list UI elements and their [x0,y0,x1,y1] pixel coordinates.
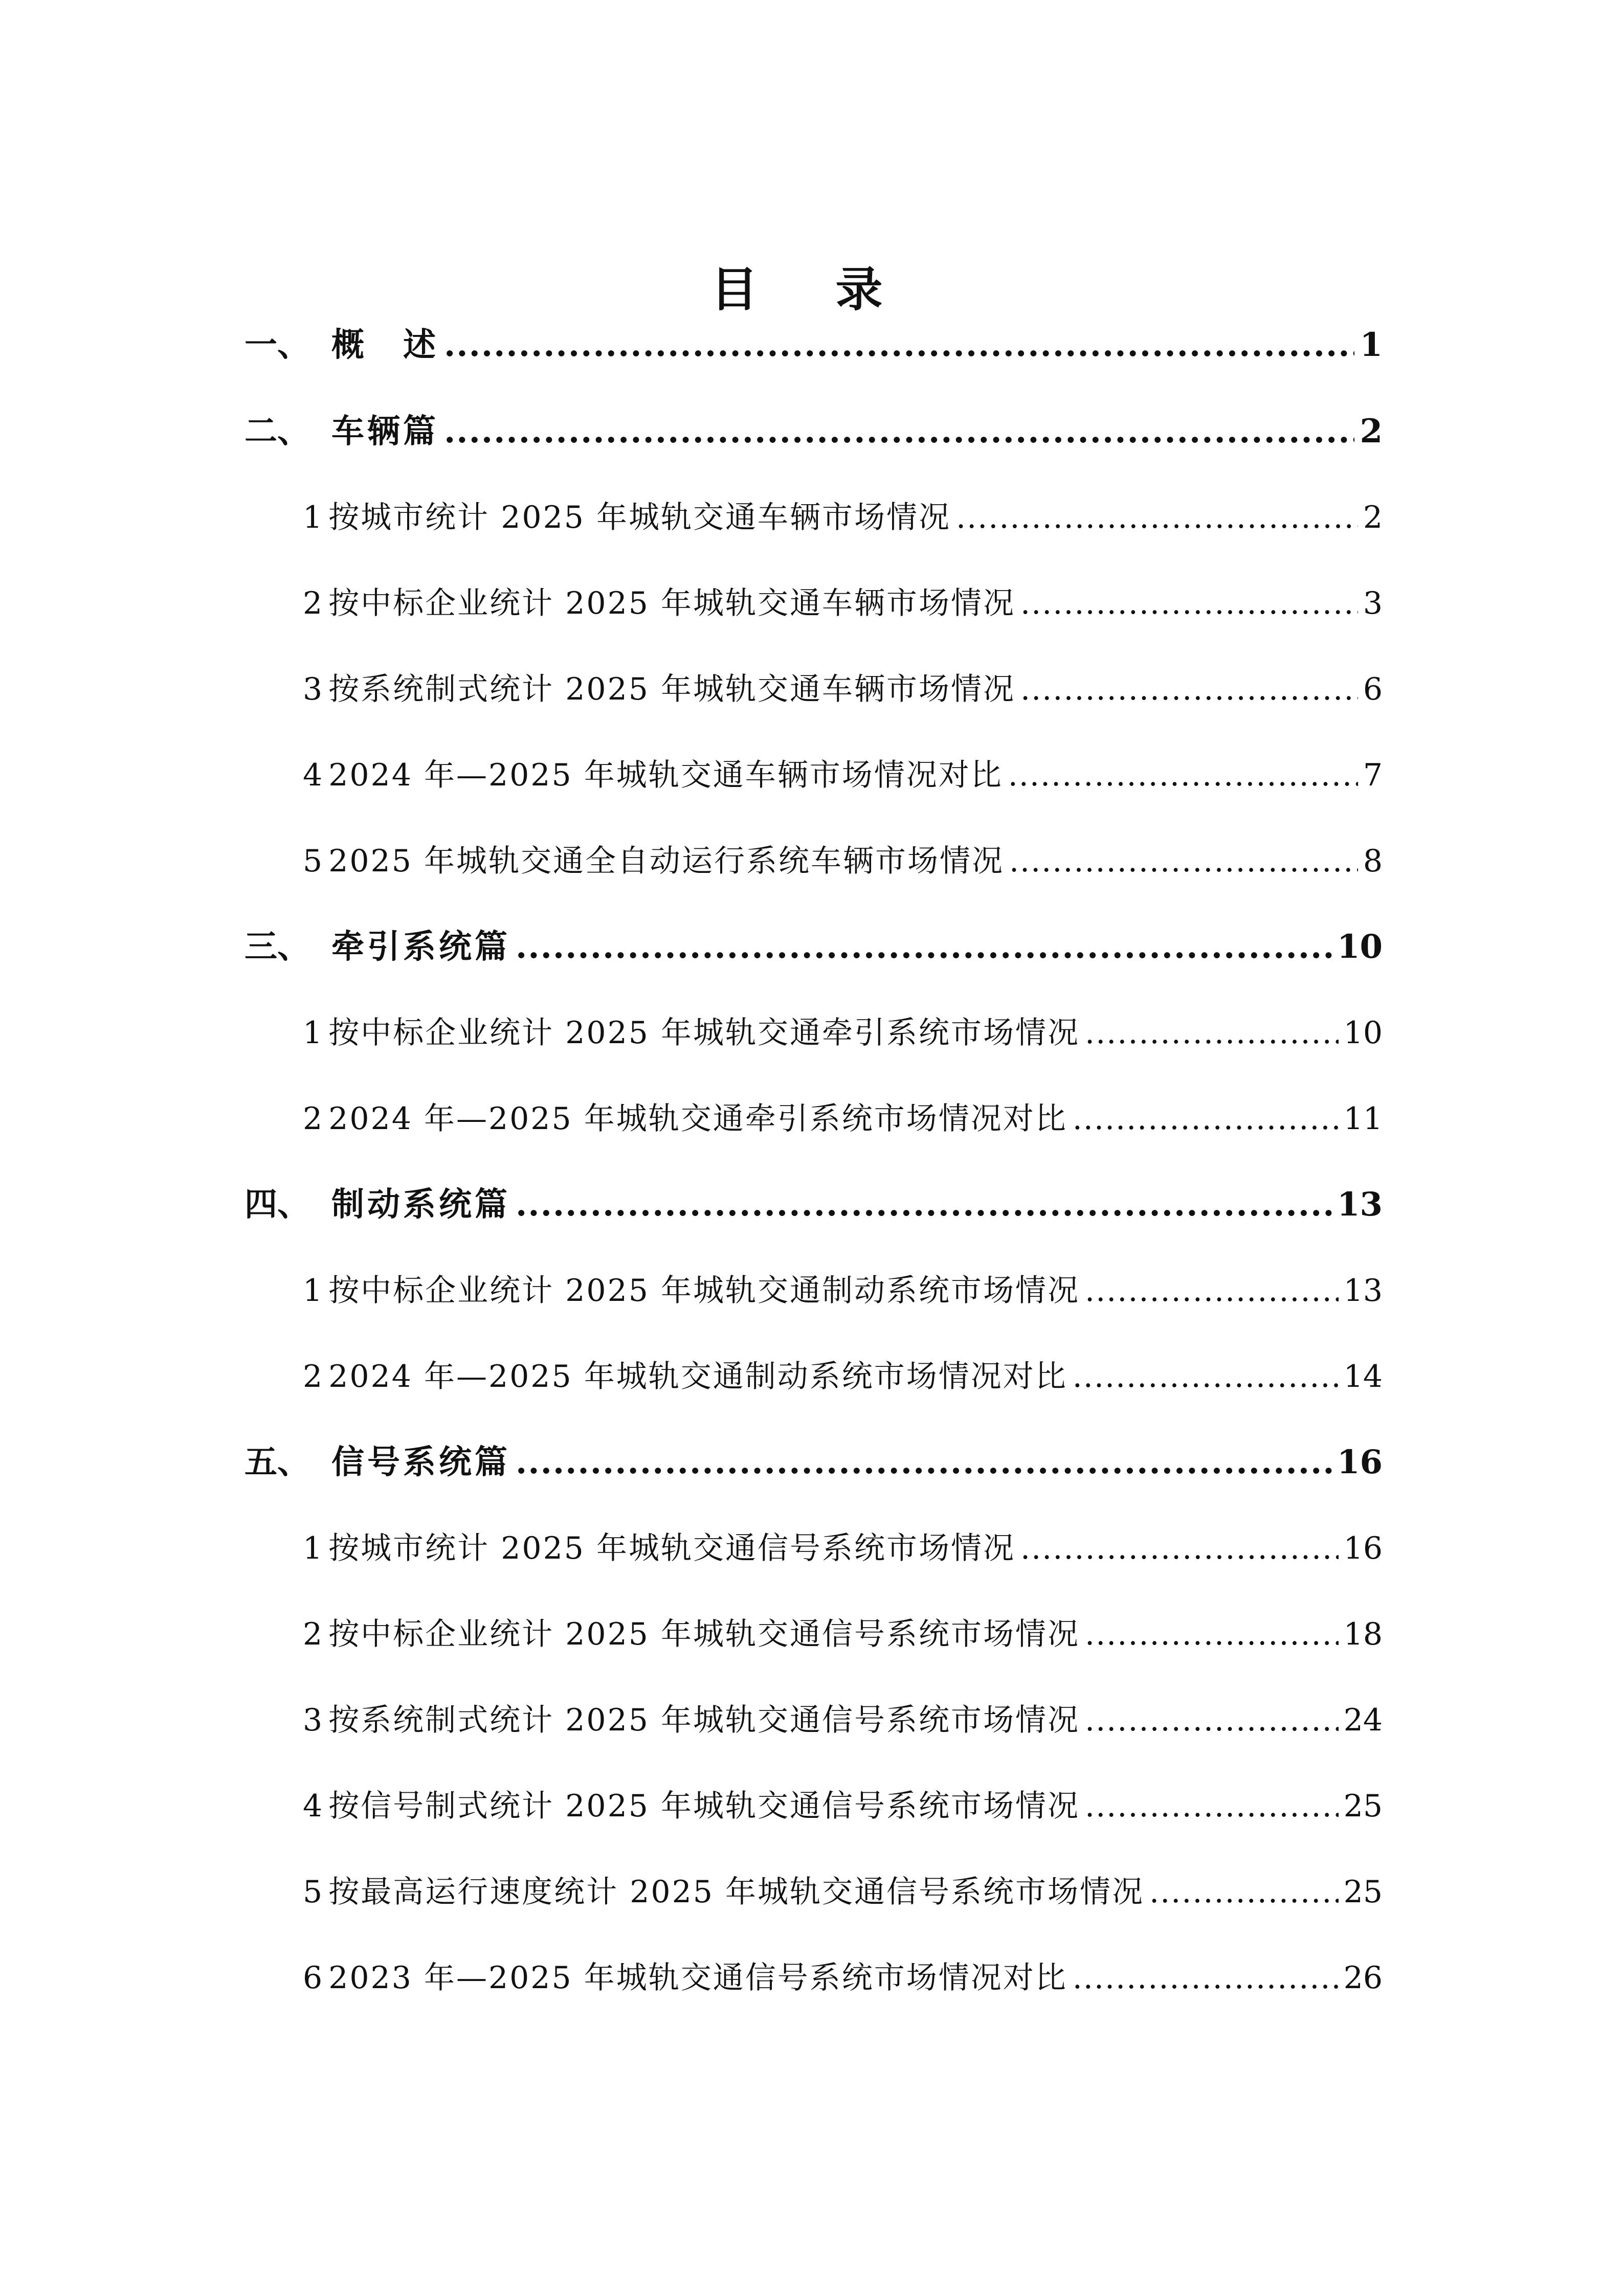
toc-entry-page: 3 [1363,586,1383,621]
toc-entry-page: 6 [1363,671,1383,707]
dot-leader [516,1432,1332,1493]
toc-entry-traction-comparison[interactable] [303,1088,1383,1150]
toc-entry-page: 2 [1360,412,1383,451]
toc-entry-title: 按中标企业统计 2025 年城轨交通车辆市场情况 [328,586,1016,621]
toc-entry-number: 三、 [244,928,310,966]
toc-entry-signal-by-speed[interactable] [303,1861,1383,1923]
toc-entry-page: 14 [1343,1359,1383,1394]
toc-entry-number: 五、 [244,1444,310,1481]
toc-entry-overview[interactable] [244,314,1383,376]
toc-entry-number: 4 [303,757,323,793]
toc-entry-title: 制动系统篇 [331,1186,510,1224]
toc-entry-number: 四、 [244,1186,310,1224]
toc-entry-number: 二、 [244,413,310,451]
toc-entry-title: 按信号制式统计 2025 年城轨交通信号系统市场情况 [328,1788,1080,1824]
dot-leader [516,1174,1332,1235]
toc-entry-vehicles-by-city[interactable] [303,487,1383,548]
toc-entry-braking-by-bidder[interactable] [303,1260,1383,1321]
toc-entry-number: 一、 [244,326,310,364]
dot-leader [1073,1088,1339,1150]
toc-entry-number: 6 [303,1960,323,1996]
dot-leader [1085,1604,1339,1665]
toc-entry-page: 8 [1363,843,1383,879]
dot-leader [1149,1861,1339,1923]
toc-entry-braking[interactable] [244,1174,1383,1235]
dot-leader [1008,745,1358,806]
toc-entry-title: 按中标企业统计 2025 年城轨交通信号系统市场情况 [328,1616,1080,1652]
toc-entry-page: 10 [1337,928,1383,966]
toc-entry-number: 2 [303,1101,323,1137]
toc-entry-number: 1 [303,1273,323,1309]
dot-leader [516,916,1332,978]
toc-entry-title: 牵引系统篇 [331,928,510,966]
toc-entry-title: 按系统制式统计 2025 年城轨交通信号系统市场情况 [328,1702,1080,1738]
page-title: 目 录 [710,262,914,317]
dot-leader [444,401,1354,462]
toc-entry-title: 按城市统计 2025 年城轨交通车辆市场情况 [328,500,951,535]
dot-leader [956,487,1358,548]
toc-entry-page: 13 [1343,1273,1383,1309]
toc-entry-page: 25 [1343,1874,1383,1910]
dot-leader [1085,1260,1339,1321]
toc-entry-page: 13 [1337,1185,1383,1224]
toc-entry-title: 2025 年城轨交通全自动运行系统车辆市场情况 [328,843,1004,879]
dot-leader [1073,1947,1339,2009]
toc-entry-number: 1 [303,1530,323,1566]
toc-entry-title: 按中标企业统计 2025 年城轨交通牵引系统市场情况 [328,1015,1080,1051]
toc-entry-page: 2 [1363,500,1383,535]
toc-entry-title: 概 述 [331,326,439,364]
toc-entry-page: 1 [1360,326,1383,364]
toc-entry-title: 按中标企业统计 2025 年城轨交通制动系统市场情况 [328,1273,1080,1309]
toc-entry-traction-by-bidder[interactable] [303,1002,1383,1064]
dot-leader [444,314,1354,376]
toc-entry-title: 按系统制式统计 2025 年城轨交通车辆市场情况 [328,671,1016,707]
toc-entry-traction[interactable] [244,916,1383,978]
toc-entry-number: 2 [303,586,323,621]
toc-entry-signal-by-bidder[interactable] [303,1604,1383,1665]
toc-entry-page: 11 [1343,1101,1383,1137]
toc-entry-page: 16 [1343,1530,1383,1566]
toc-entry-number: 4 [303,1788,323,1824]
dot-leader [1073,1346,1339,1407]
toc-entry-vehicles-by-system[interactable] [303,659,1383,720]
toc-entry-page: 24 [1343,1702,1383,1738]
toc-entry-title: 2024 年—2025 年城轨交通制动系统市场情况对比 [328,1359,1067,1394]
toc-entry-page: 7 [1363,757,1383,793]
dot-leader [1020,573,1358,634]
toc-entry-title: 2024 年—2025 年城轨交通车辆市场情况对比 [328,757,1003,793]
toc-entry-number: 3 [303,671,323,707]
toc-entry-title: 2024 年—2025 年城轨交通牵引系统市场情况对比 [328,1101,1067,1137]
toc-entry-title: 按城市统计 2025 年城轨交通信号系统市场情况 [328,1530,1016,1566]
toc-entry-number: 2 [303,1359,323,1394]
toc-entry-title: 车辆篇 [331,413,439,451]
toc-entry-title: 信号系统篇 [331,1444,510,1481]
toc-entry-number: 5 [303,843,323,879]
dot-leader [1009,830,1358,892]
toc-entry-title: 按最高运行速度统计 2025 年城轨交通信号系统市场情况 [328,1874,1145,1910]
toc-entry-number: 5 [303,1874,323,1910]
toc-entry-braking-comparison[interactable] [303,1346,1383,1407]
toc-entry-page: 25 [1343,1788,1383,1824]
toc-entry-vehicles-automatic[interactable] [303,830,1383,892]
toc-entry-number: 3 [303,1702,323,1738]
dot-leader [1085,1775,1339,1837]
toc-entry-signal-by-signal-type[interactable] [303,1775,1383,1837]
toc-entry-signal-comparison[interactable] [303,1947,1383,2009]
toc-entry-vehicles[interactable] [244,401,1383,462]
toc-entry-number: 2 [303,1616,323,1652]
toc-entry-number: 1 [303,500,323,535]
dot-leader [1085,1690,1339,1751]
toc-entry-signal[interactable] [244,1432,1383,1493]
dot-leader [1020,1518,1339,1579]
toc-entry-vehicles-by-bidder[interactable] [303,573,1383,634]
dot-leader [1020,659,1358,720]
toc-entry-number: 1 [303,1015,323,1051]
toc-entry-signal-by-system[interactable] [303,1690,1383,1751]
toc-entry-signal-by-city[interactable] [303,1518,1383,1579]
toc-entry-page: 10 [1343,1015,1383,1051]
toc-entry-page: 26 [1343,1960,1383,1996]
toc-entry-page: 16 [1337,1443,1383,1481]
toc-entry-page: 18 [1343,1616,1383,1652]
toc-entry-vehicles-comparison[interactable] [303,745,1383,806]
dot-leader [1085,1002,1339,1064]
toc-entry-title: 2023 年—2025 年城轨交通信号系统市场情况对比 [328,1960,1067,1996]
